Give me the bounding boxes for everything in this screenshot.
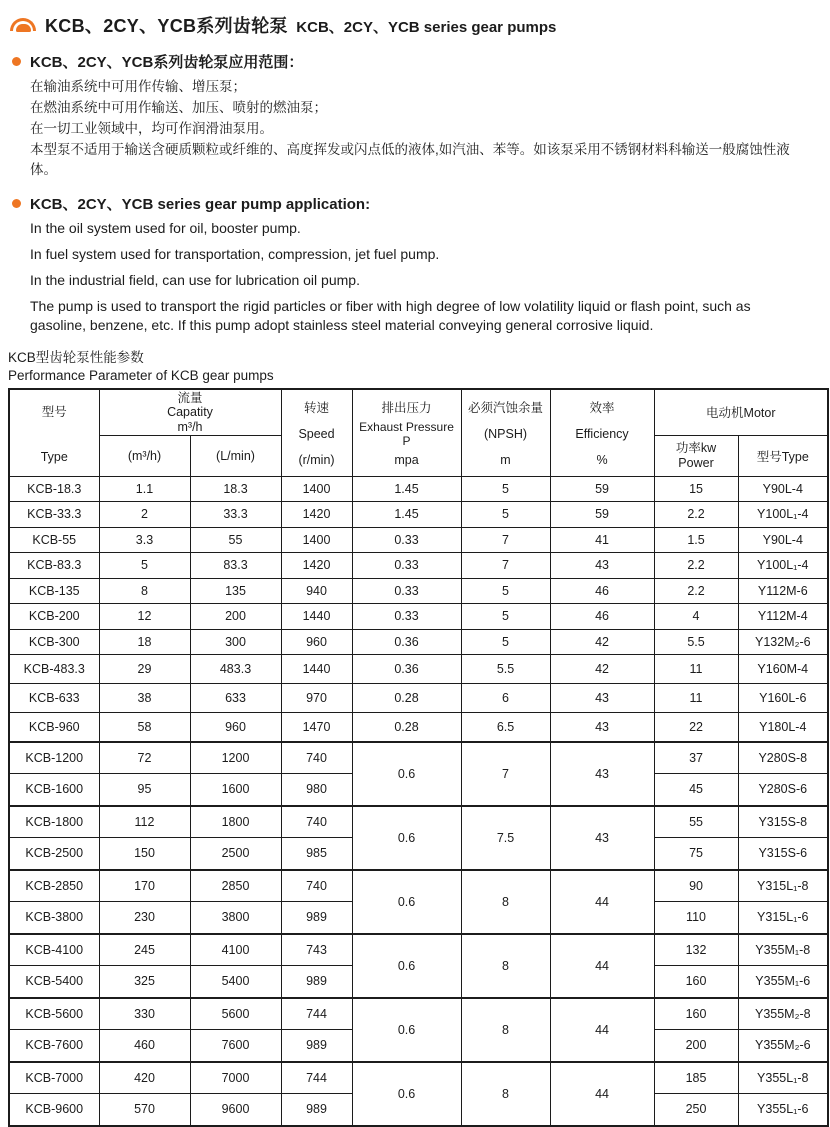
header-efficiency-en: Efficiency (575, 427, 629, 442)
cell-speed: 740 (281, 742, 352, 774)
cell-speed: 960 (281, 629, 352, 655)
cell-capacity-lmin: 4100 (190, 934, 281, 966)
cell-capacity-m3h: 460 (99, 1030, 190, 1062)
cell-speed: 1440 (281, 604, 352, 630)
cell-pressure: 0.33 (352, 604, 461, 630)
cell-motor-type: Y315S-6 (738, 838, 828, 870)
table-header (9, 389, 828, 476)
cell-npsh: 8 (461, 934, 550, 998)
cell-efficiency: 46 (550, 604, 654, 630)
cell-model: KCB-960 (9, 713, 99, 742)
header-pressure-en: Exhaust Pressure P (359, 420, 454, 449)
cell-pressure: 0.36 (352, 655, 461, 684)
header-pressure-zh: 排出压力 (381, 400, 432, 415)
cell-pressure: 0.6 (352, 998, 461, 1062)
cell-capacity-lmin: 2500 (190, 838, 281, 870)
table-row (9, 476, 828, 502)
cell-speed: 1400 (281, 527, 352, 553)
section-heading-zh (12, 51, 822, 72)
cell-motor-type: Y112M-4 (738, 604, 828, 630)
header-speed-zh: 转速 (304, 400, 330, 415)
cell-motor-type: Y90L-4 (738, 476, 828, 502)
cell-efficiency: 43 (550, 684, 654, 713)
cell-speed: 985 (281, 838, 352, 870)
cell-motor-type: Y100L₁-4 (738, 502, 828, 528)
cell-model: KCB-1800 (9, 806, 99, 838)
cell-pressure: 0.28 (352, 713, 461, 742)
cell-power: 75 (654, 838, 738, 870)
bullet-icon (12, 199, 21, 208)
section-zh-paragraphs (30, 77, 822, 180)
cell-pressure: 0.28 (352, 684, 461, 713)
table-row (9, 1062, 828, 1094)
cell-motor-type: Y90L-4 (738, 527, 828, 553)
cell-capacity-lmin: 1200 (190, 742, 281, 774)
cell-capacity-lmin: 1600 (190, 774, 281, 806)
table-row (9, 713, 828, 742)
cell-speed: 1420 (281, 502, 352, 528)
cell-model: KCB-135 (9, 578, 99, 604)
cell-model: KCB-2500 (9, 838, 99, 870)
paragraph: 在一切工业领域中，均可作润滑油泵用。 (30, 121, 273, 136)
table-row (9, 806, 828, 838)
section-heading-en (12, 193, 822, 214)
cell-capacity-lmin: 200 (190, 604, 281, 630)
table-captions (8, 349, 822, 385)
cell-npsh: 8 (461, 1062, 550, 1126)
cell-pressure: 1.45 (352, 476, 461, 502)
page-title-en: KCB、2CY、YCB series gear pumps (296, 19, 557, 36)
cell-speed: 1420 (281, 553, 352, 579)
cell-speed: 1470 (281, 713, 352, 742)
cell-power: 132 (654, 934, 738, 966)
cell-capacity-m3h: 170 (99, 870, 190, 902)
cell-power: 55 (654, 806, 738, 838)
cell-motor-type: Y280S-8 (738, 742, 828, 774)
cell-pressure: 0.36 (352, 629, 461, 655)
cell-pressure: 0.6 (352, 870, 461, 934)
cell-efficiency: 44 (550, 870, 654, 934)
cell-efficiency: 46 (550, 578, 654, 604)
cell-power: 250 (654, 1094, 738, 1126)
cell-capacity-lmin: 5600 (190, 998, 281, 1030)
cell-model: KCB-4100 (9, 934, 99, 966)
header-npsh-zh: 必须汽蚀余量 (468, 400, 544, 415)
bullet-icon (12, 57, 21, 66)
cell-motor-type: Y180L-4 (738, 713, 828, 742)
header-capacity-zh: 流量 (177, 390, 203, 405)
table-caption-zh: KCB型齿轮泵性能参数 (8, 350, 144, 365)
cell-efficiency: 44 (550, 934, 654, 998)
cell-power: 37 (654, 742, 738, 774)
cell-speed: 740 (281, 806, 352, 838)
paragraph: 在输油系统中可用作传输、增压泵； (30, 79, 246, 94)
table-row (9, 655, 828, 684)
cell-speed: 740 (281, 870, 352, 902)
cell-model: KCB-633 (9, 684, 99, 713)
cell-model: KCB-1200 (9, 742, 99, 774)
header-capacity-lmin: (L/min) (190, 435, 281, 476)
cell-model: KCB-3800 (9, 902, 99, 934)
paragraph: In the industrial field, can use for lubrication oil pump. (30, 272, 360, 288)
cell-capacity-m3h: 570 (99, 1094, 190, 1126)
cell-motor-type: Y100L₁-4 (738, 553, 828, 579)
cell-speed: 940 (281, 578, 352, 604)
brand-arc-icon (10, 18, 36, 32)
cell-efficiency: 59 (550, 502, 654, 528)
cell-pressure: 1.45 (352, 502, 461, 528)
cell-capacity-m3h: 18 (99, 629, 190, 655)
cell-speed: 989 (281, 1030, 352, 1062)
cell-efficiency: 43 (550, 806, 654, 870)
cell-capacity-m3h: 72 (99, 742, 190, 774)
cell-capacity-lmin: 7000 (190, 1062, 281, 1094)
cell-npsh: 5 (461, 604, 550, 630)
cell-capacity-lmin: 83.3 (190, 553, 281, 579)
cell-speed: 980 (281, 774, 352, 806)
cell-model: KCB-9600 (9, 1094, 99, 1126)
table-row (9, 684, 828, 713)
cell-model: KCB-18.3 (9, 476, 99, 502)
cell-capacity-m3h: 3.3 (99, 527, 190, 553)
header-speed-unit: (r/min) (298, 452, 335, 467)
cell-model: KCB-1600 (9, 774, 99, 806)
table-row (9, 998, 828, 1030)
cell-power: 2.2 (654, 502, 738, 528)
cell-model: KCB-83.3 (9, 553, 99, 579)
cell-pressure: 0.33 (352, 527, 461, 553)
section-heading-zh-text: KCB、2CY、YCB系列齿轮泵应用范围： (30, 54, 304, 71)
cell-capacity-m3h: 8 (99, 578, 190, 604)
cell-model: KCB-7600 (9, 1030, 99, 1062)
cell-efficiency: 41 (550, 527, 654, 553)
cell-speed: 970 (281, 684, 352, 713)
header-motor-power-en: Power (678, 455, 714, 470)
cell-power: 2.2 (654, 578, 738, 604)
cell-npsh: 6 (461, 684, 550, 713)
cell-motor-type: Y355L₁-8 (738, 1062, 828, 1094)
cell-motor-type: Y355M₂-8 (738, 998, 828, 1030)
table-row (9, 527, 828, 553)
cell-capacity-lmin: 5400 (190, 966, 281, 998)
cell-motor-type: Y315L₁-6 (738, 902, 828, 934)
cell-capacity-lmin: 300 (190, 629, 281, 655)
cell-capacity-lmin: 3800 (190, 902, 281, 934)
cell-motor-type: Y132M₂-6 (738, 629, 828, 655)
cell-capacity-m3h: 58 (99, 713, 190, 742)
cell-capacity-lmin: 135 (190, 578, 281, 604)
cell-capacity-lmin: 9600 (190, 1094, 281, 1126)
header-motor-group: 电动机Motor (654, 389, 828, 435)
cell-capacity-m3h: 420 (99, 1062, 190, 1094)
header-motor-type: 型号Type (738, 435, 828, 476)
table-row (9, 742, 828, 774)
cell-capacity-lmin: 33.3 (190, 502, 281, 528)
table-body (9, 476, 828, 1126)
cell-efficiency: 42 (550, 655, 654, 684)
doc-header (10, 12, 822, 38)
cell-capacity-lmin: 633 (190, 684, 281, 713)
cell-npsh: 7 (461, 527, 550, 553)
cell-speed: 989 (281, 902, 352, 934)
cell-motor-type: Y280S-6 (738, 774, 828, 806)
header-capacity-unit: m³/h (177, 419, 203, 434)
cell-capacity-m3h: 325 (99, 966, 190, 998)
cell-power: 4 (654, 604, 738, 630)
cell-efficiency: 42 (550, 629, 654, 655)
cell-motor-type: Y315S-8 (738, 806, 828, 838)
header-npsh (461, 389, 550, 476)
header-motor-power-zh: 功率kw (675, 440, 717, 455)
cell-npsh: 7 (461, 742, 550, 806)
header-capacity (99, 389, 281, 435)
cell-speed: 989 (281, 1094, 352, 1126)
cell-model: KCB-55 (9, 527, 99, 553)
cell-power: 5.5 (654, 629, 738, 655)
cell-npsh: 5 (461, 476, 550, 502)
cell-power: 1.5 (654, 527, 738, 553)
header-motor-power (654, 435, 738, 476)
cell-power: 160 (654, 966, 738, 998)
cell-model: KCB-33.3 (9, 502, 99, 528)
cell-model: KCB-483.3 (9, 655, 99, 684)
cell-pressure: 0.33 (352, 578, 461, 604)
cell-efficiency: 59 (550, 476, 654, 502)
cell-motor-type: Y355M₁-8 (738, 934, 828, 966)
cell-speed: 989 (281, 966, 352, 998)
table-row (9, 578, 828, 604)
cell-motor-type: Y355M₂-6 (738, 1030, 828, 1062)
header-efficiency (550, 389, 654, 476)
header-efficiency-zh: 效率 (589, 400, 615, 415)
cell-power: 200 (654, 1030, 738, 1062)
table-caption-en: Performance Parameter of KCB gear pumps (8, 368, 274, 383)
header-capacity-m3h: (m³/h) (99, 435, 190, 476)
page-title (45, 12, 556, 38)
cell-npsh: 5 (461, 629, 550, 655)
table-row (9, 870, 828, 902)
cell-capacity-m3h: 2 (99, 502, 190, 528)
performance-table (8, 388, 829, 1127)
cell-model: KCB-5600 (9, 998, 99, 1030)
cell-capacity-m3h: 245 (99, 934, 190, 966)
cell-motor-type: Y355M₁-6 (738, 966, 828, 998)
cell-power: 11 (654, 684, 738, 713)
header-speed-en: Speed (298, 427, 335, 442)
cell-power: 15 (654, 476, 738, 502)
section-en-paragraphs (30, 219, 822, 335)
header-npsh-unit: m (500, 452, 511, 467)
cell-capacity-m3h: 38 (99, 684, 190, 713)
header-type (9, 389, 99, 476)
cell-power: 11 (654, 655, 738, 684)
cell-capacity-m3h: 330 (99, 998, 190, 1030)
cell-motor-type: Y315L₁-8 (738, 870, 828, 902)
cell-model: KCB-7000 (9, 1062, 99, 1094)
cell-power: 110 (654, 902, 738, 934)
cell-efficiency: 43 (550, 742, 654, 806)
cell-efficiency: 44 (550, 1062, 654, 1126)
paragraph: In fuel system used for transportation, compression, jet fuel pump. (30, 246, 440, 262)
cell-power: 90 (654, 870, 738, 902)
cell-pressure: 0.6 (352, 806, 461, 870)
cell-motor-type: Y355L₁-6 (738, 1094, 828, 1126)
cell-npsh: 5 (461, 578, 550, 604)
cell-capacity-m3h: 29 (99, 655, 190, 684)
cell-capacity-lmin: 960 (190, 713, 281, 742)
cell-efficiency: 44 (550, 998, 654, 1062)
header-pressure-unit: mpa (394, 452, 419, 467)
cell-motor-type: Y160L-6 (738, 684, 828, 713)
header-type-en: Type (40, 449, 68, 464)
cell-capacity-lmin: 18.3 (190, 476, 281, 502)
paragraph: The pump is used to transport the rigid particles or fiber with high degree of low volatility liquid or flash point, such as gasoline, benzene, etc. If this pump adopt stainless steel material conveying general corrosive liquid. (30, 298, 751, 333)
cell-capacity-m3h: 150 (99, 838, 190, 870)
cell-efficiency: 43 (550, 713, 654, 742)
cell-capacity-lmin: 1800 (190, 806, 281, 838)
cell-npsh: 5.5 (461, 655, 550, 684)
cell-speed: 744 (281, 998, 352, 1030)
cell-capacity-lmin: 55 (190, 527, 281, 553)
header-capacity-en: Capatity (167, 405, 213, 419)
cell-capacity-lmin: 7600 (190, 1030, 281, 1062)
cell-npsh: 7.5 (461, 806, 550, 870)
cell-capacity-m3h: 1.1 (99, 476, 190, 502)
cell-capacity-m3h: 230 (99, 902, 190, 934)
table-row (9, 934, 828, 966)
cell-pressure: 0.6 (352, 934, 461, 998)
cell-speed: 743 (281, 934, 352, 966)
cell-npsh: 7 (461, 553, 550, 579)
cell-efficiency: 43 (550, 553, 654, 579)
cell-capacity-lmin: 483.3 (190, 655, 281, 684)
cell-npsh: 6.5 (461, 713, 550, 742)
table-row (9, 553, 828, 579)
page-title-zh: KCB、2CY、YCB系列齿轮泵 (45, 16, 288, 36)
cell-speed: 1400 (281, 476, 352, 502)
cell-npsh: 5 (461, 502, 550, 528)
cell-npsh: 8 (461, 998, 550, 1062)
table-row (9, 629, 828, 655)
cell-model: KCB-200 (9, 604, 99, 630)
cell-capacity-m3h: 5 (99, 553, 190, 579)
header-type-zh: 型号 (41, 404, 67, 419)
header-npsh-en: (NPSH) (483, 427, 528, 442)
cell-model: KCB-2850 (9, 870, 99, 902)
cell-capacity-m3h: 112 (99, 806, 190, 838)
cell-motor-type: Y160M-4 (738, 655, 828, 684)
cell-power: 185 (654, 1062, 738, 1094)
cell-model: KCB-5400 (9, 966, 99, 998)
paragraph: 本型泵不适用于输送含硬质颗粒或纤维的、高度挥发或闪点低的液体,如汽油、苯等。如该泵采用不锈钢材料科输送一般腐蚀性液体。 (30, 142, 790, 177)
cell-power: 160 (654, 998, 738, 1030)
header-pressure (352, 389, 461, 476)
paragraph: In the oil system used for oil, booster pump. (30, 220, 301, 236)
cell-power: 2.2 (654, 553, 738, 579)
cell-pressure: 0.6 (352, 742, 461, 806)
header-efficiency-unit: % (596, 452, 608, 467)
cell-power: 22 (654, 713, 738, 742)
cell-pressure: 0.6 (352, 1062, 461, 1126)
cell-capacity-lmin: 2850 (190, 870, 281, 902)
cell-model: KCB-300 (9, 629, 99, 655)
cell-power: 45 (654, 774, 738, 806)
section-heading-en-text: KCB、2CY、YCB series gear pump application: (30, 196, 371, 213)
table-row (9, 502, 828, 528)
table-row (9, 604, 828, 630)
paragraph: 在燃油系统中可用作输送、加压、喷射的燃油泵； (30, 100, 327, 115)
cell-capacity-m3h: 95 (99, 774, 190, 806)
cell-pressure: 0.33 (352, 553, 461, 579)
cell-capacity-m3h: 12 (99, 604, 190, 630)
cell-speed: 744 (281, 1062, 352, 1094)
header-speed (281, 389, 352, 476)
cell-motor-type: Y112M-6 (738, 578, 828, 604)
cell-speed: 1440 (281, 655, 352, 684)
cell-npsh: 8 (461, 870, 550, 934)
